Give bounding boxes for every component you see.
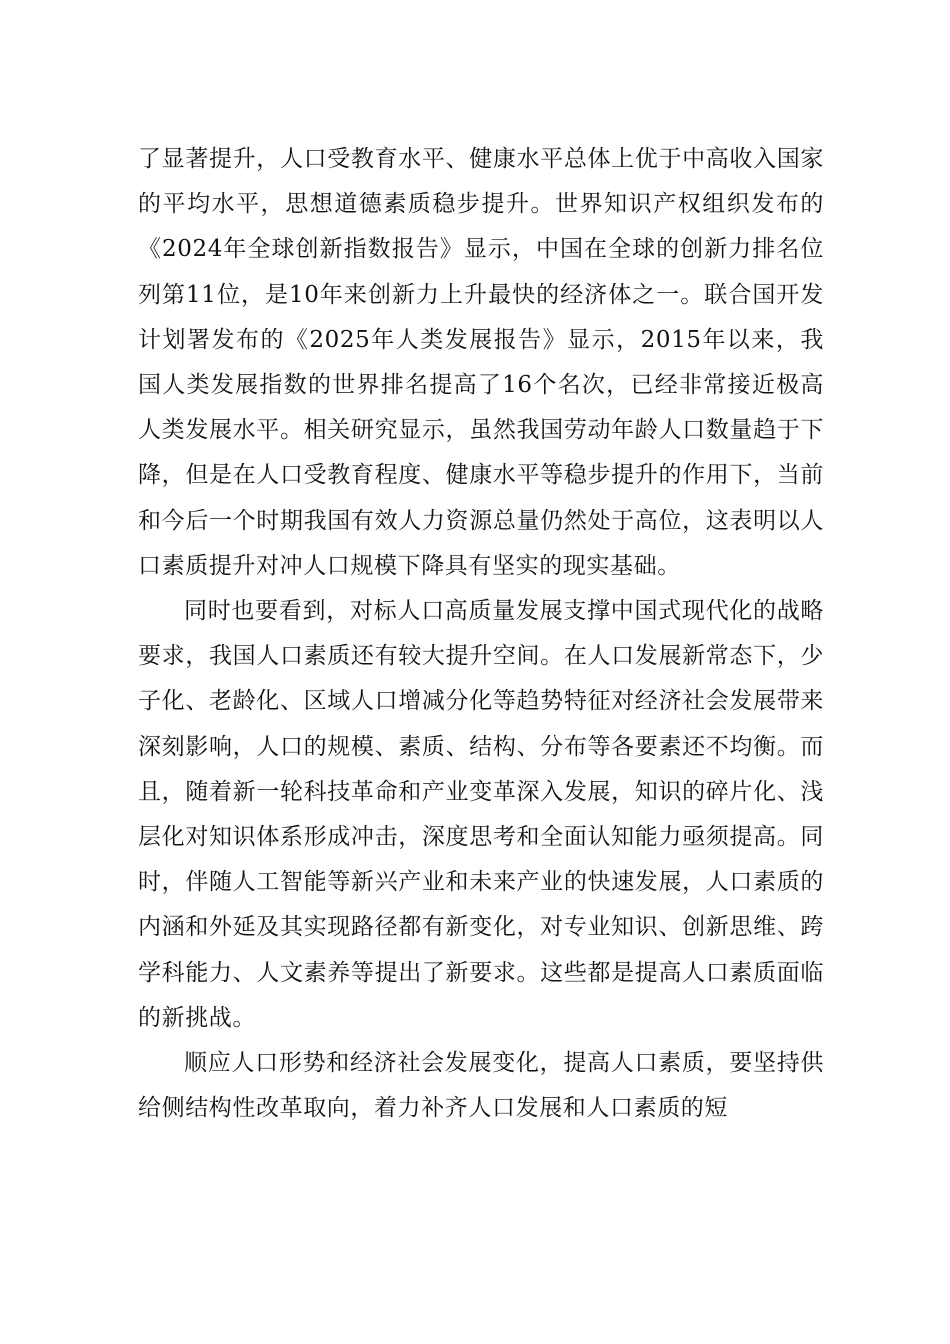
paragraph-challenges: 同时也要看到，对标人口高质量发展支撑中国式现代化的战略要求，我国人口素质还有较大提升空间。在人口发展新常态下，少子化、老龄化、区域人口增减分化等趋势特征对经济社会发展带来深刻影响，人口的规模、素质、结构、分布等各要素还不均衡。而且，随着新一轮科技革命和产业变革深入发展，知识的碎片化、浅层化对知识体系形成冲击，深度思考和全面认知能力亟须提高。同时，伴随人工智能等新兴产业和未来产业的快速发展，人口素质的内涵和外延及其实现路径都有新变化，对专业知识、创新思维、跨学科能力、人文素养等提出了新要求。这些都是提高人口素质面临的新挑战。 (138, 598, 824, 1031)
document-body (138, 137, 824, 1131)
paragraph-continuation: 了显著提升，人口受教育水平、健康水平总体上优于中高收入国家的平均水平，思想道德素质稳步提升。世界知识产权组织发布的《2024年全球创新指数报告》显示，中国在全球的创新力排名位列第11位，是10年来创新力上升最快的经济体之一。联合国开发计划署发布的《2025年人类发展报告》显示，2015年以来，我国人类发展指数的世界排名提高了16个名次，已经非常接近极高人类发展水平。相关研究显示，虽然我国劳动年龄人口数量趋于下降，但是在人口受教育程度、健康水平等稳步提升的作用下，当前和今后一个时期我国有效人力资源总量仍然处于高位，这表明以人口素质提升对冲人口规模下降具有坚实的现实基础。 (138, 146, 824, 579)
paragraph-measures: 顺应人口形势和经济社会发展变化，提高人口素质，要坚持供给侧结构性改革取向，着力补齐人口发展和人口素质的短 (138, 1050, 824, 1122)
